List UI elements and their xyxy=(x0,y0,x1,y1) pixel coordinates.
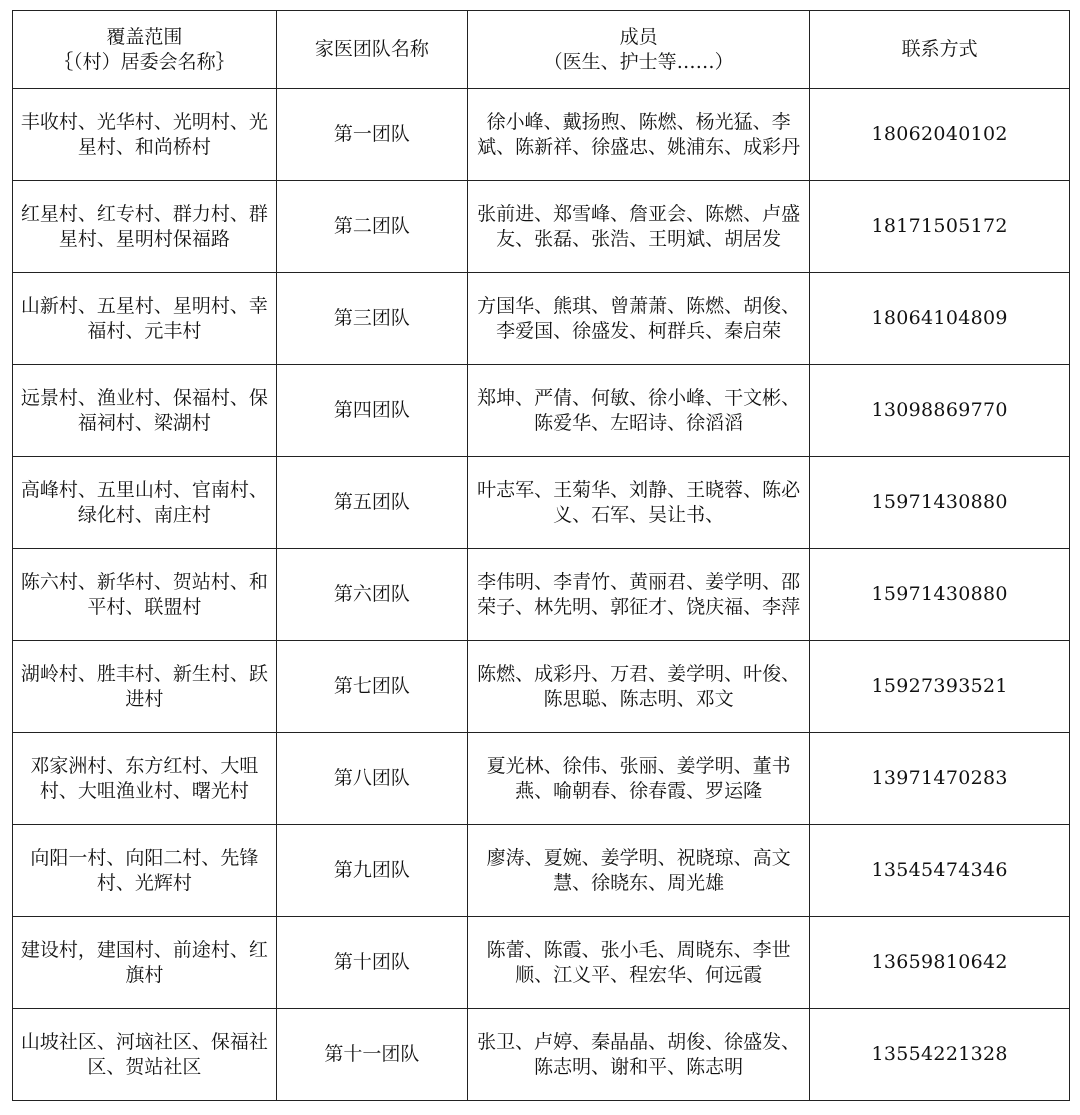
members-cell: 郑坤、严倩、何敏、徐小峰、干文彬、陈爱华、左昭诗、徐滔滔 xyxy=(468,365,810,457)
phone-cell: 13545474346 xyxy=(810,825,1070,917)
phone-cell: 15971430880 xyxy=(810,457,1070,549)
coverage-cell: 陈六村、新华村、贺站村、和平村、联盟村 xyxy=(13,549,277,641)
table-row xyxy=(13,273,1070,365)
table-row xyxy=(13,549,1070,641)
team-name-cell: 第七团队 xyxy=(276,641,467,733)
table-row xyxy=(13,89,1070,181)
phone-cell: 13659810642 xyxy=(810,917,1070,1009)
coverage-cell: 红星村、红专村、群力村、群星村、星明村保福路 xyxy=(13,181,277,273)
coverage-cell: 山新村、五星村、星明村、幸福村、元丰村 xyxy=(13,273,277,365)
table-row xyxy=(13,733,1070,825)
members-cell: 张前进、郑雪峰、詹亚会、陈燃、卢盛友、张磊、张浩、王明斌、胡居发 xyxy=(468,181,810,273)
table-row xyxy=(13,365,1070,457)
coverage-cell: 远景村、渔业村、保福村、保福祠村、梁湖村 xyxy=(13,365,277,457)
header-members-subtitle: （医生、护士等……） xyxy=(543,50,734,73)
coverage-cell: 邓家洲村、东方红村、大咀村、大咀渔业村、曙光村 xyxy=(13,733,277,825)
table-row xyxy=(13,1009,1070,1101)
phone-cell: 15927393521 xyxy=(810,641,1070,733)
members-cell: 叶志军、王菊华、刘静、王晓蓉、陈必义、石军、吴让书、 xyxy=(468,457,810,549)
phone-cell: 13554221328 xyxy=(810,1009,1070,1101)
table-row xyxy=(13,641,1070,733)
coverage-cell: 建设村，建国村、前途村、红旗村 xyxy=(13,917,277,1009)
team-name-cell: 第六团队 xyxy=(276,549,467,641)
family-doctor-team-table xyxy=(12,10,1070,1101)
team-name-cell: 第十团队 xyxy=(276,917,467,1009)
members-cell: 夏光林、徐伟、张丽、姜学明、董书燕、喻朝春、徐春霞、罗运隆 xyxy=(468,733,810,825)
members-cell: 廖涛、夏婉、姜学明、祝晓琼、高文慧、徐晓东、周光雄 xyxy=(468,825,810,917)
phone-cell: 13098869770 xyxy=(810,365,1070,457)
phone-cell: 13971470283 xyxy=(810,733,1070,825)
phone-cell: 18062040102 xyxy=(810,89,1070,181)
coverage-cell: 山坡社区、河垴社区、保福社区、贺站社区 xyxy=(13,1009,277,1101)
team-name-cell: 第二团队 xyxy=(276,181,467,273)
header-members-title: 成员 xyxy=(619,25,658,48)
coverage-cell: 高峰村、五里山村、官南村、绿化村、南庄村 xyxy=(13,457,277,549)
coverage-cell: 湖岭村、胜丰村、新生村、跃进村 xyxy=(13,641,277,733)
table-row xyxy=(13,825,1070,917)
coverage-cell: 丰收村、光华村、光明村、光星村、和尚桥村 xyxy=(13,89,277,181)
header-members xyxy=(468,11,810,89)
table-row xyxy=(13,457,1070,549)
header-coverage-title: 覆盖范围 xyxy=(106,25,183,48)
phone-cell: 18171505172 xyxy=(810,181,1070,273)
header-contact: 联系方式 xyxy=(810,11,1070,89)
team-name-cell: 第五团队 xyxy=(276,457,467,549)
table-row xyxy=(13,181,1070,273)
team-name-cell: 第四团队 xyxy=(276,365,467,457)
team-name-cell: 第九团队 xyxy=(276,825,467,917)
members-cell: 徐小峰、戴扬煦、陈燃、杨光猛、李斌、陈新祥、徐盛忠、姚浦东、成彩丹 xyxy=(468,89,810,181)
members-cell: 陈燃、成彩丹、万君、姜学明、叶俊、陈思聪、陈志明、邓文 xyxy=(468,641,810,733)
team-name-cell: 第十一团队 xyxy=(276,1009,467,1101)
header-coverage xyxy=(13,11,277,89)
table-header-row xyxy=(13,11,1070,89)
coverage-cell: 向阳一村、向阳二村、先锋村、光辉村 xyxy=(13,825,277,917)
header-team-name: 家医团队名称 xyxy=(276,11,467,89)
members-cell: 方国华、熊琪、曾萧萧、陈燃、胡俊、李爱国、徐盛发、柯群兵、秦启荣 xyxy=(468,273,810,365)
table-row xyxy=(13,917,1070,1009)
phone-cell: 18064104809 xyxy=(810,273,1070,365)
phone-cell: 15971430880 xyxy=(810,549,1070,641)
team-name-cell: 第八团队 xyxy=(276,733,467,825)
members-cell: 陈蕾、陈霞、张小毛、周晓东、李世顺、江义平、程宏华、何远霞 xyxy=(468,917,810,1009)
members-cell: 李伟明、李青竹、黄丽君、姜学明、邵荣子、林先明、郭征才、饶庆福、李萍 xyxy=(468,549,810,641)
header-coverage-subtitle: ｛（村）居委会名称｝ xyxy=(54,50,235,73)
members-cell: 张卫、卢婷、秦晶晶、胡俊、徐盛发、陈志明、谢和平、陈志明 xyxy=(468,1009,810,1101)
team-name-cell: 第三团队 xyxy=(276,273,467,365)
team-name-cell: 第一团队 xyxy=(276,89,467,181)
